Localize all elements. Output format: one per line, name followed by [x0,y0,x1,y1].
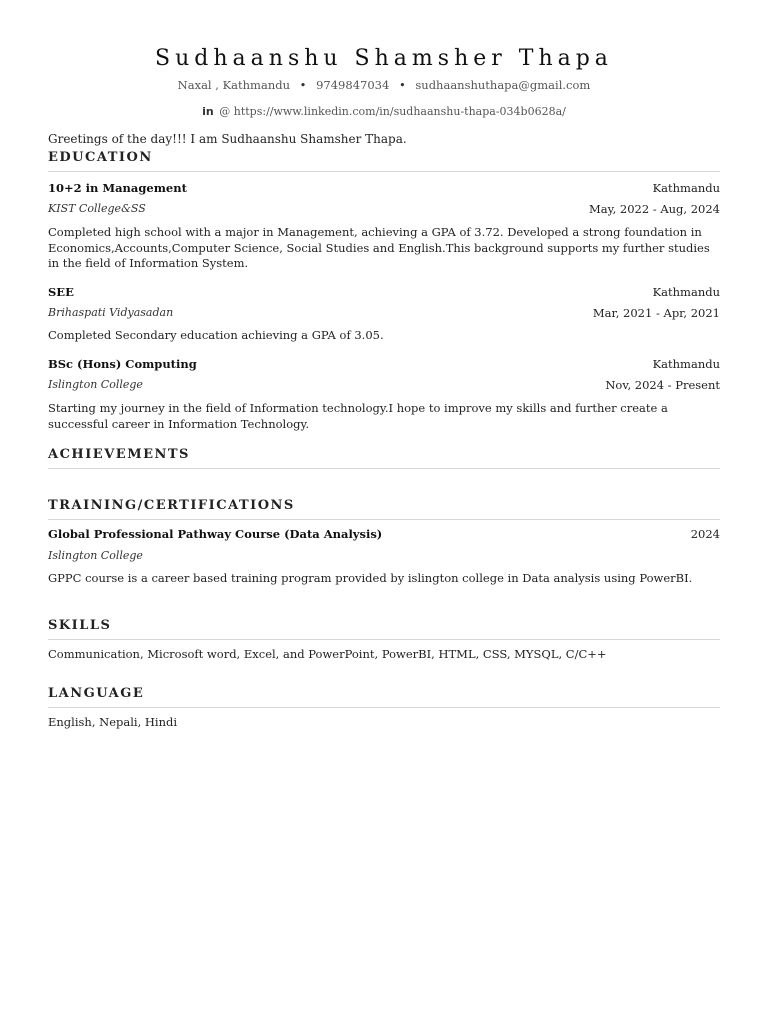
training-heading: TRAINING/CERTIFICATIONS [48,498,720,520]
training-year: 2024 [690,527,720,541]
linkedin-icon: in [202,105,214,118]
linkedin-link[interactable]: @ https://www.linkedin.com/in/sudhaanshu-thapa-034b0628a/ [219,105,566,118]
contact-line [0,78,768,92]
education-dates: Mar, 2021 - Apr, 2021 [592,306,720,320]
education-dates: Nov, 2024 - Present [605,378,720,392]
education-item-row [48,202,720,216]
education-item-row [48,181,720,195]
institution: Islington College [48,378,143,391]
separator-dot: • [398,78,406,92]
degree: BSc (Hons) Computing [48,357,197,371]
phone: 9749847034 [316,78,390,92]
email-link[interactable]: sudhaanshuthapa@gmail.com [415,78,591,92]
education-item-row [48,357,720,371]
training-item-row [48,527,720,541]
institution: Brihaspati Vidyasadan [48,306,174,319]
location: Naxal , Kathmandu [177,78,290,92]
separator-dot: • [299,78,307,92]
training-name: Global Professional Pathway Course (Data Analysis) [48,527,383,541]
education-item-row [48,306,720,320]
education-location: Kathmandu [652,285,720,299]
education-location: Kathmandu [652,357,720,371]
education-description: Starting my journey in the field of Information technology.I hope to improve my skills and further create a successful career in Information Technology. [48,401,668,431]
education-description: Completed high school with a major in Management, achieving a GPA of 3.72. Developed a strong foundation in Economics,Accounts,Computer Science, Social Studies and English.This background supports my further studies in the field of Information System. [48,225,710,270]
linkedin-line [0,105,768,118]
skills-text: Communication, Microsoft word, Excel, and PowerPoint, PowerBI, HTML, CSS, MYSQL, C/C++ [48,647,607,661]
degree: 10+2 in Management [48,181,187,195]
education-heading: EDUCATION [48,150,720,172]
language-text: English, Nepali, Hindi [48,715,178,729]
skills-heading: SKILLS [48,618,720,640]
training-institution: Islington College [48,549,143,562]
education-dates: May, 2022 - Aug, 2024 [588,202,720,216]
achievements-heading: ACHIEVEMENTS [48,447,720,469]
education-description: Completed Secondary education achieving a GPA of 3.05. [48,328,384,342]
training-description: GPPC course is a career based training program provided by islington college in Data analysis using PowerBI. [48,571,693,585]
education-item-row [48,378,720,392]
candidate-name: Sudhaanshu Shamsher Thapa [155,46,613,71]
greeting-text: Greetings of the day!!! I am Sudhaanshu Shamsher Thapa. [48,132,407,146]
education-location: Kathmandu [652,181,720,195]
training-item-row [48,549,720,562]
education-item-row [48,285,720,299]
language-heading: LANGUAGE [48,686,720,708]
institution: KIST College&SS [48,202,146,215]
degree: SEE [48,285,74,299]
